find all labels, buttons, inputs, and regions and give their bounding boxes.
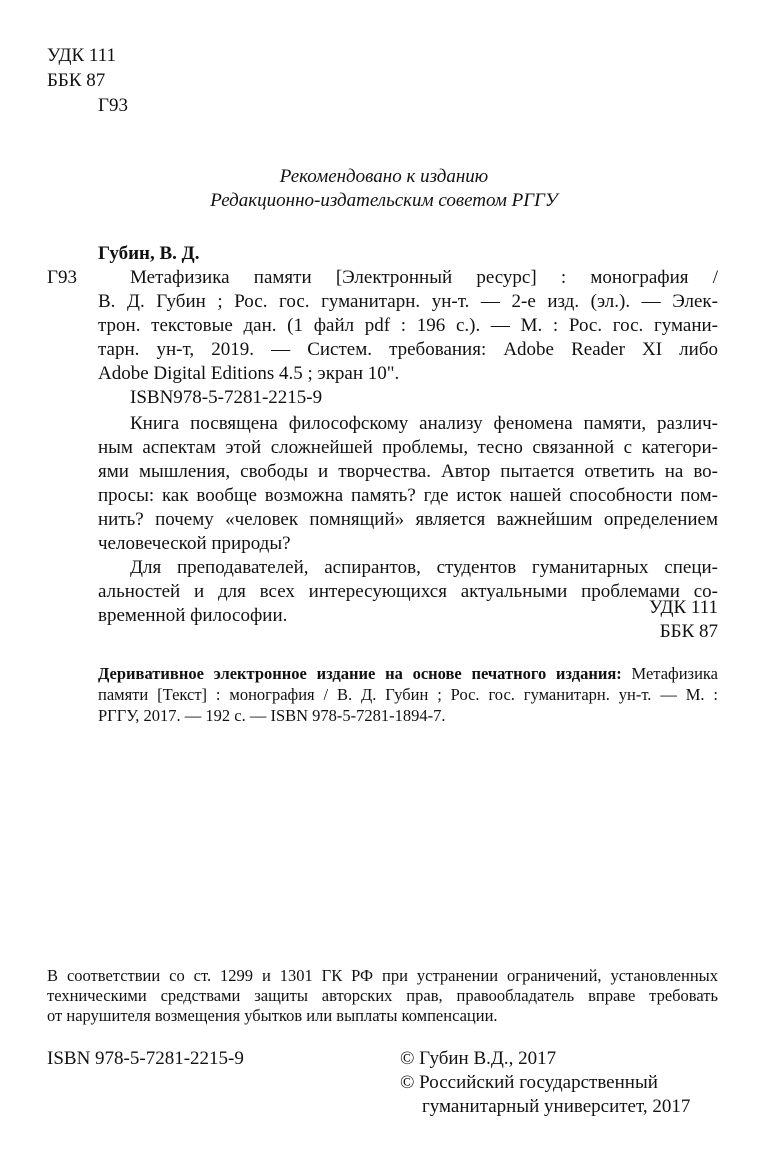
footer-copyright-author: © Губин В.Д., 2017 xyxy=(400,1048,557,1069)
annotation-line: альностей и для всех интересующихся актуальными проблемами со- xyxy=(98,581,718,602)
record-line: В. Д. Губин ; Рос. гос. гуманитарн. ун-т. — 2-е изд. (эл.). — Элек- xyxy=(98,291,718,312)
footer-copyright-university: © Российский государственный xyxy=(400,1072,658,1093)
copyright-notice-line: техническими средствами защиты авторских прав, правообладатель вправе требовать xyxy=(47,986,718,1005)
footer-copyright-university-cont: гуманитарный университет, 2017 xyxy=(422,1096,691,1117)
annotation-line: нить? почему «человек помнящий» является важнейшим определением xyxy=(98,509,718,530)
recommendation-line-2: Редакционно-издательским советом РГГУ xyxy=(210,190,558,211)
bottom-bbk: ББК 87 xyxy=(659,621,718,642)
bbk-code: ББК 87 xyxy=(47,70,106,91)
annotation-line: просы: как вообще возможна память? где исток нашей способности пом- xyxy=(98,485,718,506)
record-line: трон. текстовые дан. (1 файл pdf : 196 с.). — М. : Рос. гос. гумани- xyxy=(98,315,718,336)
derivative-title: Метафизика xyxy=(621,664,718,683)
annotation-line: ями мышления, свободы и творчества. Автор пытается ответить на во- xyxy=(98,461,718,482)
footer-isbn: ISBN 978-5-7281-2215-9 xyxy=(47,1048,244,1069)
record-line: Adobe Digital Editions 4.5 ; экран 10". xyxy=(98,363,400,384)
record-isbn: ISBN978-5-7281-2215-9 xyxy=(130,387,323,408)
bottom-udk: УДК 111 xyxy=(648,597,718,618)
recommendation-line-1: Рекомендовано к изданию xyxy=(279,166,489,187)
annotation-line: Для преподавателей, аспирантов, студентов гуманитарных специ- xyxy=(130,557,718,578)
annotation-line: ным аспектам этой сложнейшей проблемы, тесно связанной с категори- xyxy=(98,437,718,458)
record-line: тарн. ун-т, 2019. — Систем. требования: Adobe Reader XI либо xyxy=(98,339,718,360)
derivative-line-3: РГГУ, 2017. — 192 с. — ISBN 978-5-7281-1894-7. xyxy=(98,706,446,725)
author-mark: Г93 xyxy=(98,95,128,116)
annotation-line: временной философии. xyxy=(98,605,288,626)
record-mark: Г93 xyxy=(47,267,77,288)
record-line: Метафизика памяти [Электронный ресурс] : монография / xyxy=(130,267,718,288)
copyright-notice-line: В соответствии со ст. 1299 и 1301 ГК РФ при устранении ограничений, установленных xyxy=(47,966,718,985)
annotation-line: человеческой природы? xyxy=(98,533,291,554)
udk-code: УДК 111 xyxy=(47,45,117,66)
derivative-line-2: памяти [Текст] : монография / В. Д. Губин ; Рос. гос. гуманитарн. ун-т. — М. : xyxy=(98,685,718,704)
record-author: Губин, В. Д. xyxy=(98,243,200,264)
annotation-line: Книга посвящена философскому анализу феномена памяти, различ- xyxy=(130,413,718,434)
derivative-line-1 xyxy=(98,664,718,684)
copyright-notice-line: от нарушителя возмещения убытков или выплаты компенсации. xyxy=(47,1006,498,1025)
derivative-label: Деривативное электронное издание на основе печатного издания: xyxy=(98,664,622,683)
